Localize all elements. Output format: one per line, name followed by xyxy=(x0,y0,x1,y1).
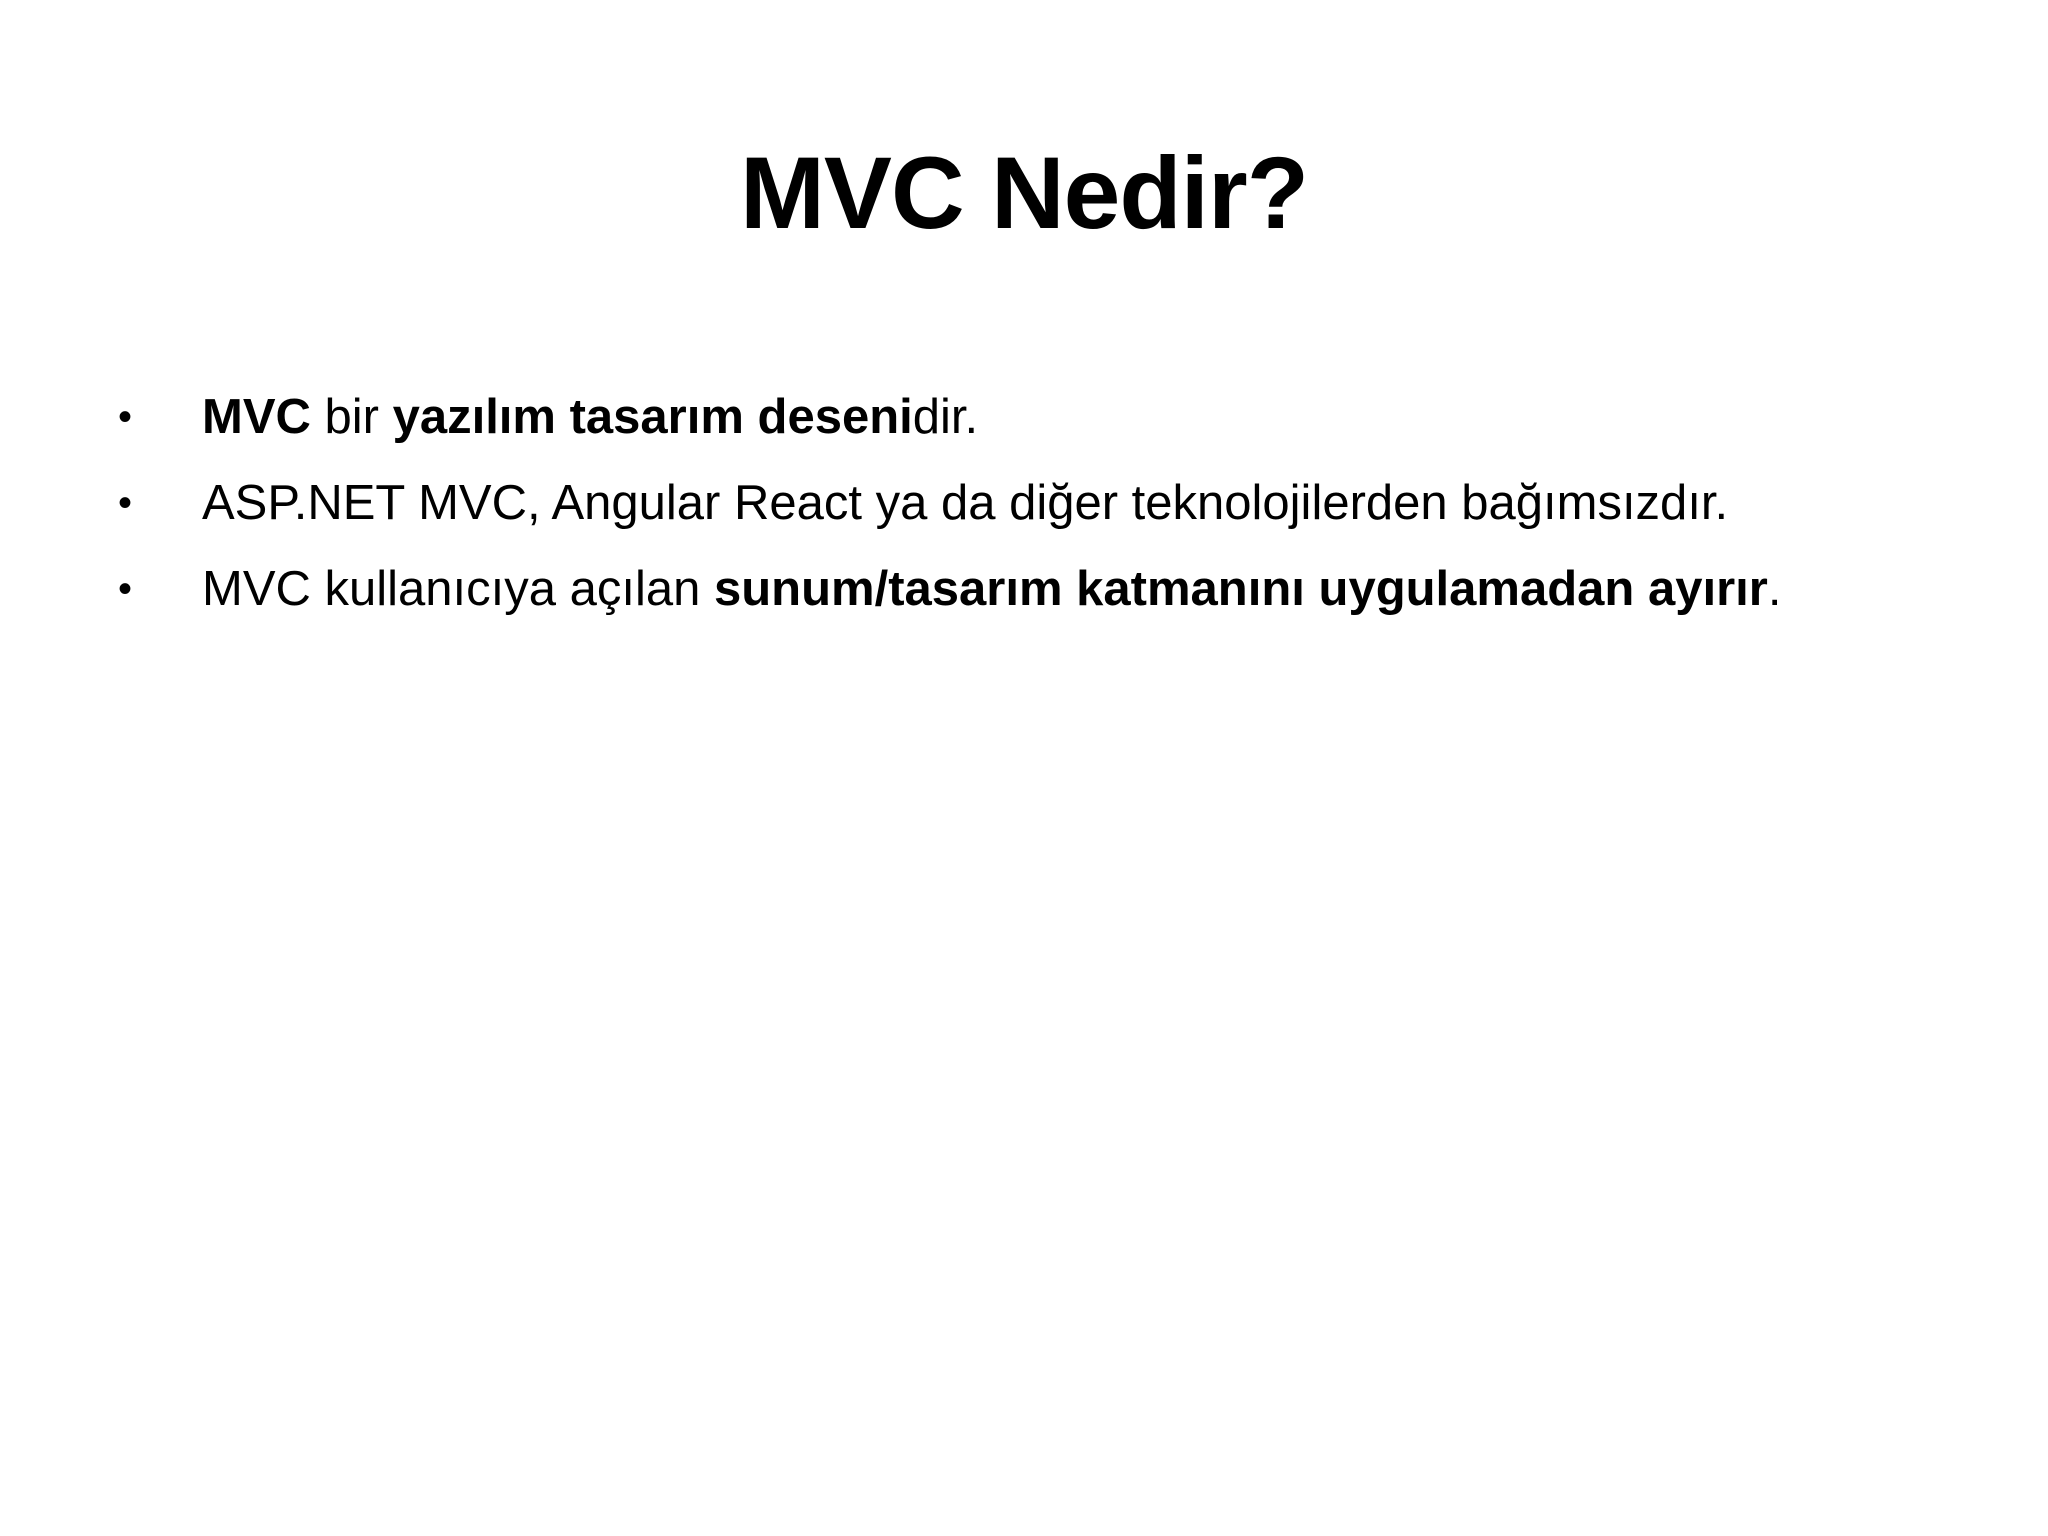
bullet-segment: ASP.NET MVC, Angular React ya da diğer teknolojilerden bağımsızdır. xyxy=(202,476,1729,530)
bullet-item xyxy=(118,374,1998,460)
bullet-text xyxy=(202,460,1728,546)
bullet-icon: • xyxy=(118,567,133,611)
bullet-segment: MVC kullanıcıya açılan xyxy=(202,562,714,616)
bullet-icon: • xyxy=(118,395,133,439)
bullet-item xyxy=(118,460,1998,546)
bullet-item xyxy=(118,546,1998,632)
bullet-segment: sunum/tasarım katmanını uygulamadan ayırır xyxy=(714,562,1768,616)
bullet-text xyxy=(202,546,1781,632)
bullet-segment: yazılım tasarım deseni xyxy=(392,390,913,444)
slide-title: MVC Nedir? xyxy=(739,136,1309,250)
bullet-text xyxy=(202,374,978,460)
bullet-icon: • xyxy=(118,481,133,525)
bullet-list xyxy=(118,374,1998,632)
bullet-segment: MVC xyxy=(202,390,311,444)
bullet-segment: . xyxy=(1767,562,1782,616)
bullet-segment: dir. xyxy=(912,390,979,444)
bullet-segment: bir xyxy=(310,390,393,444)
